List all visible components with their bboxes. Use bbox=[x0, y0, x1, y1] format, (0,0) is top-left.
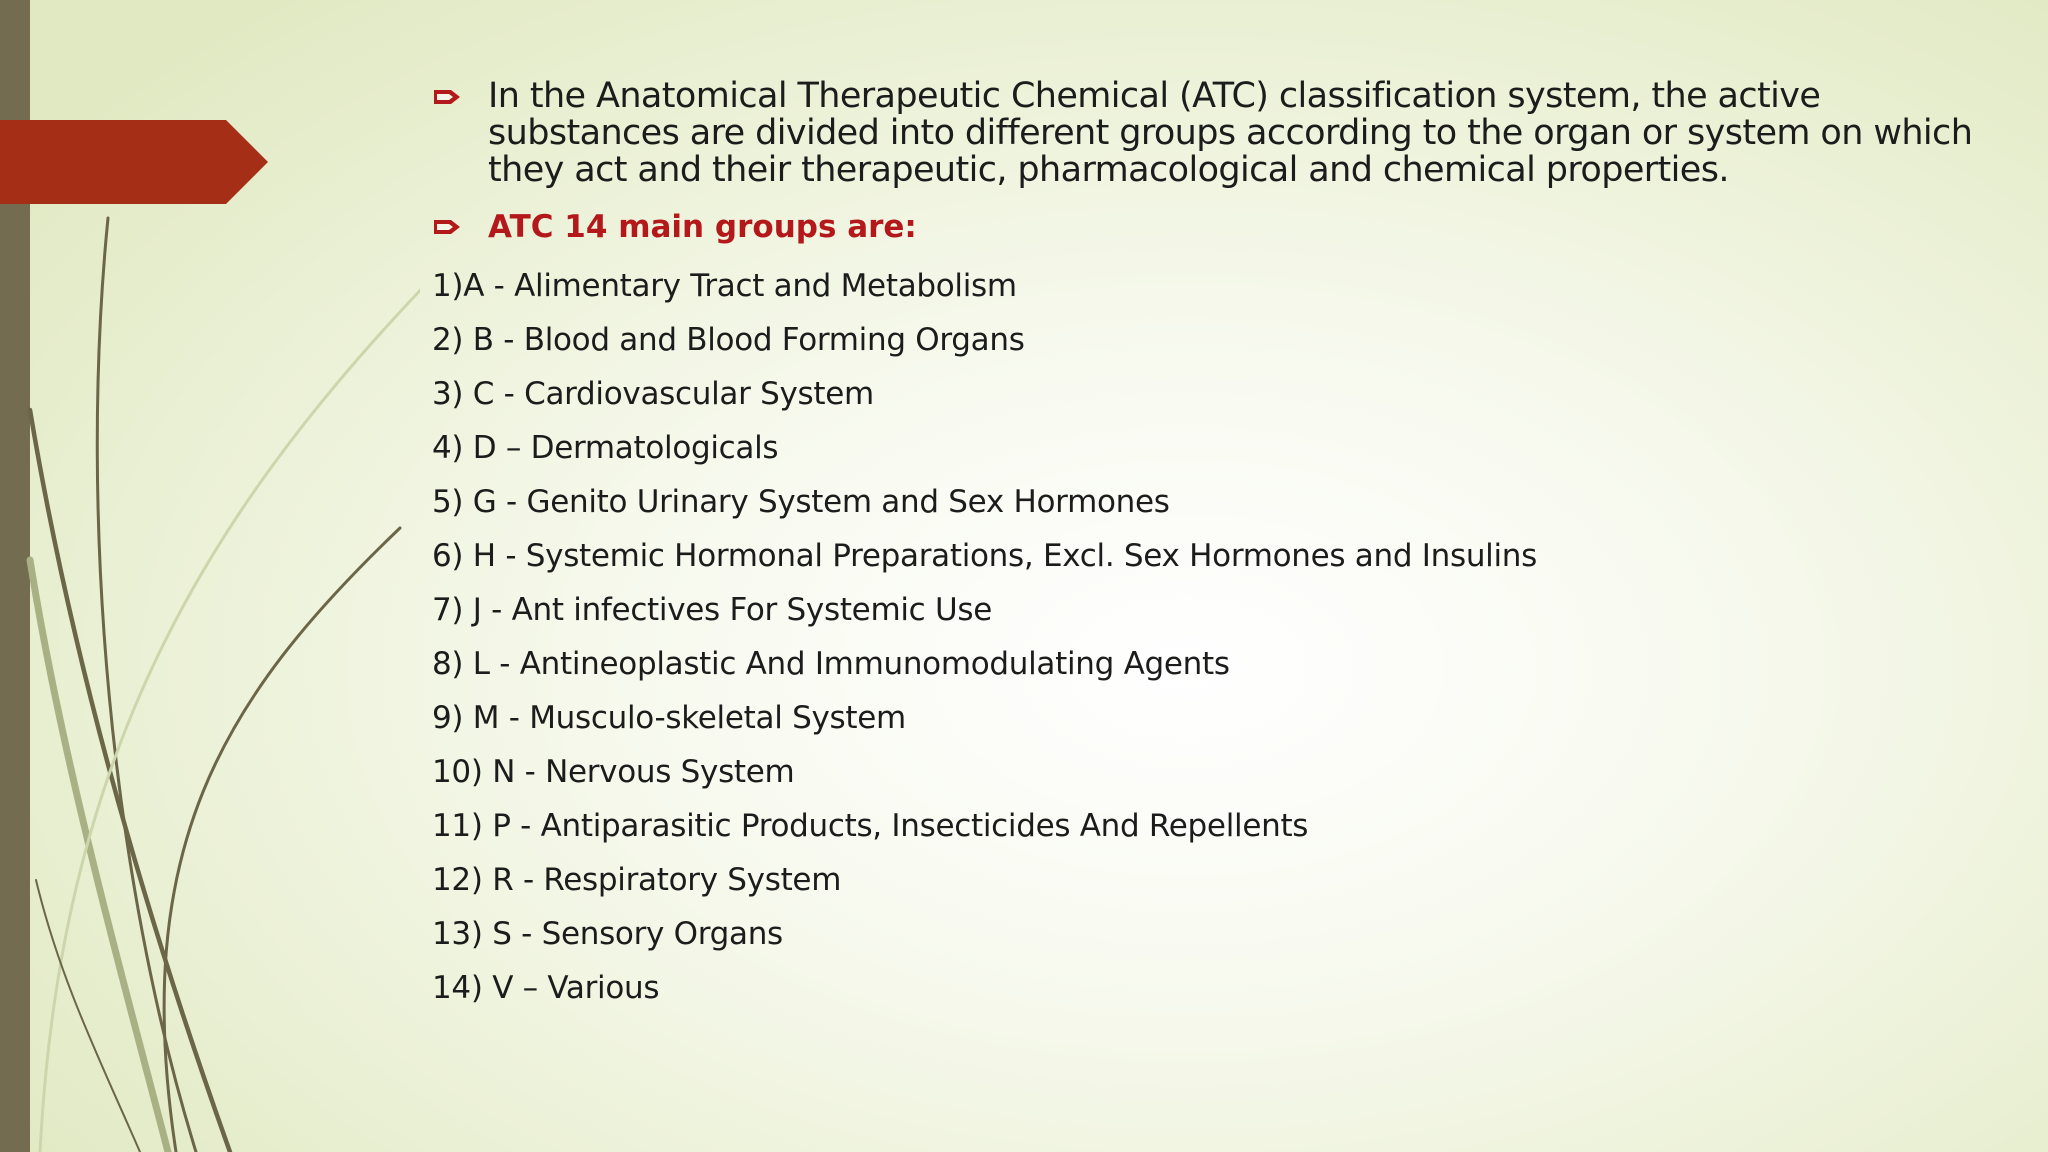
content-area bbox=[432, 78, 1992, 1015]
list-item: 1)A - Alimentary Tract and Metabolism bbox=[432, 268, 1017, 304]
list-item: 3) C - Cardiovascular System bbox=[432, 376, 874, 412]
arrow-bullet-icon bbox=[434, 88, 462, 106]
list-item: 11) P - Antiparasitic Products, Insecticides And Repellents bbox=[432, 808, 1309, 844]
list-item: 5) G - Genito Urinary System and Sex Hormones bbox=[432, 484, 1170, 520]
list-item: 9) M - Musculo-skeletal System bbox=[432, 700, 906, 736]
list-item: 10) N - Nervous System bbox=[432, 754, 795, 790]
groups-heading: ATC 14 main groups are: bbox=[488, 209, 917, 245]
list-item: 4) D – Dermatologicals bbox=[432, 430, 779, 466]
title-marker bbox=[0, 120, 268, 204]
list-item: 2) B - Blood and Blood Forming Organs bbox=[432, 322, 1025, 358]
curve-line bbox=[30, 560, 168, 1152]
list-item: 8) L - Antineoplastic And Immunomodulating Agents bbox=[432, 646, 1230, 682]
intro-bullet bbox=[432, 78, 1992, 189]
curve-line bbox=[30, 410, 230, 1152]
list-item: 12) R - Respiratory System bbox=[432, 862, 842, 898]
atc-group-list bbox=[432, 259, 1992, 1015]
decorative-curves bbox=[0, 0, 420, 1152]
intro-text: In the Anatomical Therapeutic Chemical (ATC) classification system, the active substances are divided into different groups according to the organ or system on which they act and their therapeutic, pharmacological and chemical properties. bbox=[488, 76, 1973, 190]
arrow-bullet-icon bbox=[434, 218, 462, 236]
list-item: 6) H - Systemic Hormonal Preparations, Excl. Sex Hormones and Insulins bbox=[432, 538, 1537, 574]
list-item: 14) V – Various bbox=[432, 970, 660, 1006]
list-item: 7) J - Ant infectives For Systemic Use bbox=[432, 592, 992, 628]
list-item: 13) S - Sensory Organs bbox=[432, 916, 783, 952]
heading-bullet bbox=[432, 207, 1992, 247]
